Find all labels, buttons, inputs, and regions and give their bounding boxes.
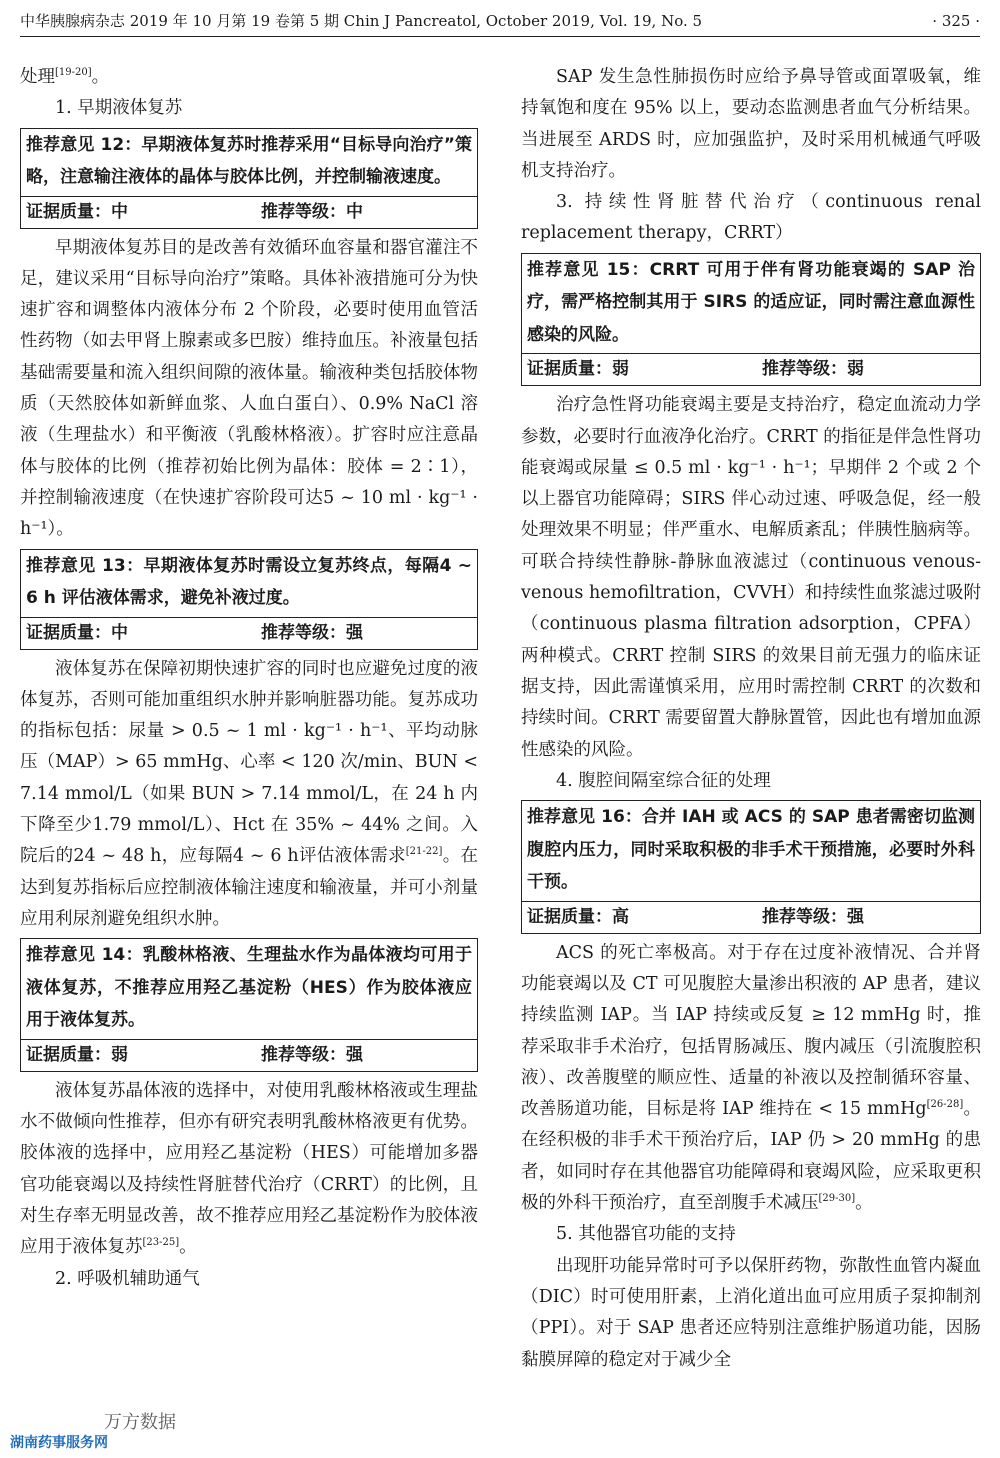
recommendation-meta	[21, 1039, 477, 1071]
right-column	[521, 62, 981, 1376]
paragraph: 液体复苏晶体液的选择中，对使用乳酸林格液或生理盐水不做倾向性推荐，但亦有研究表明乳酸林格液更有优势。胶体液的选择中，应用羟乙基淀粉（HES）可能增加多器官功能衰竭以及持续性肾脏替代治疗（CRRT）的比例，且对生存率无明显改善，故不推荐应用羟乙基淀粉作为胶体液应用于液体复苏[23-25]。	[20, 1080, 478, 1258]
recommendation-box-15	[521, 253, 981, 387]
recommendation-grade: 推荐等级：强	[762, 906, 864, 927]
section-heading: 3. 持续性肾脏替代治疗（continuous renal replacement therapy，CRRT）	[521, 192, 981, 244]
recommendation-meta	[522, 353, 980, 385]
paragraph: 治疗急性肾功能衰竭主要是支持治疗，稳定血流动力学参数，必要时行血液净化治疗。CRRT 的指征是伴急性肾功能衰竭或尿量 ≤ 0.5 ml · kg⁻¹ · h⁻¹；早期伴 2 个或 2 个以上器官功能障碍；SIRS 伴心动过速、呼吸急促，经一般处理效果不明显；伴严重水、电解质紊乱；伴胰性脑病等。可联合持续性静脉-静脉血液滤过（continuous venous-venous hemofiltration，CVVH）和持续性血浆滤过吸附（continuous plasma filtration adsorption，CPFA）两种模式。CRRT 控制 SIRS 的效果目前无强力的临床证据支持，因此需谨慎采用，应用时需控制 CRRT 的次数和持续时间。CRRT 需要留置大静脉置管，因此也有增加血源性感染的风险。	[521, 395, 981, 760]
section-heading: 2. 呼吸机辅助通气	[55, 1268, 200, 1289]
recommendation-grade: 推荐等级：弱	[762, 359, 864, 380]
journal-citation: 中华胰腺病杂志 2019 年 10 月第 19 卷第 5 期 Chin J Pancreatol, October 2019, Vol. 19, No. 5	[20, 12, 703, 30]
running-header	[20, 6, 980, 37]
recommendation-box-12	[20, 128, 478, 229]
recommendation-text: 推荐意见 12：早期液体复苏时推荐采用“目标导向治疗”策略，注意输注液体的晶体与胶体比例，并控制输液速度。	[26, 134, 472, 188]
recommendation-grade: 推荐等级：中	[261, 201, 363, 222]
evidence-quality: 证据质量：中	[26, 201, 128, 222]
paragraph: SAP 发生急性肺损伤时应给予鼻导管或面罩吸氧，维持氧饱和度在 95% 以上，要动态监测患者血气分析结果。当进展至 ARDS 时，应加强监护，及时采用机械通气呼吸机支持治疗。	[521, 67, 981, 181]
evidence-quality: 证据质量：弱	[527, 359, 629, 380]
recommendation-box-16	[521, 800, 981, 934]
recommendation-grade: 推荐等级：强	[261, 1044, 363, 1065]
recommendation-text: 推荐意见 15：CRRT 可用于伴有肾功能衰竭的 SAP 治疗，需严格控制其用于 SIRS 的适应证，同时需注意血源性感染的风险。	[527, 259, 975, 345]
evidence-quality: 证据质量：中	[26, 622, 128, 643]
page-number: · 325 ·	[932, 12, 980, 30]
evidence-quality: 证据质量：高	[527, 906, 629, 927]
recommendation-text: 推荐意见 14：乳酸林格液、生理盐水作为晶体液均可用于液体复苏，不推荐应用羟乙基淀粉（HES）作为胶体液应用于液体复苏。	[26, 945, 472, 1031]
paragraph: 出现肝功能异常时可予以保肝药物，弥散性血管内凝血（DIC）时可使用肝素，上消化道出血可应用质子泵抑制剂（PPI）。对于 SAP 患者还应特别注意维护肠道功能，因肠黏膜屏障的稳定对于减少全	[521, 1255, 981, 1370]
recommendation-meta	[21, 617, 477, 649]
recommendation-meta	[522, 901, 980, 933]
recommendation-text: 推荐意见 13：早期液体复苏时需设立复苏终点，每隔4 ~ 6 h 评估液体需求，避免补液过度。	[26, 555, 472, 609]
evidence-quality: 证据质量：弱	[26, 1044, 128, 1065]
paragraph: 处理[19-20]。	[20, 67, 110, 87]
section-heading: 1. 早期液体复苏	[55, 98, 183, 119]
paragraph: 早期液体复苏目的是改善有效循环血容量和器官灌注不足，建议采用“目标导向治疗”策略。具体补液措施可分为快速扩容和调整体内液体分布 2 个阶段，必要时使用血管活性药物（如去甲肾上腺素或多巴胺）维持血压。补液量包括基础需要量和流入组织间隙的液体量。输液种类包括胶体物质（天然胶体如新鲜血浆、人血白蛋白）、0.9% NaCl 溶液（生理盐水）和平衡液（乳酸林格液）。扩容时应注意晶体与胶体的比例（推荐初始比例为晶体：胶体 = 2∶1），并控制输液速度（在快速扩容阶段可达5 ~ 10 ml · kg⁻¹ · h⁻¹）。	[20, 237, 478, 540]
paragraph: ACS 的死亡率极高。对于存在过度补液情况、合并肾功能衰竭以及 CT 可见腹腔大量渗出积液的 AP 患者，建议持续监测 IAP。当 IAP 持续或反复 ≥ 12 mmHg 时，推荐采取非手术治疗，包括胃肠减压、腹内减压（引流腹腔积液）、改善腹壁的顺应性、适量的补液以及控制循环容量、改善肠道功能，目标是将 IAP 维持在 < 15 mmHg[26-28]。在经积极的非手术干预治疗后，IAP 仍 > 20 mmHg 的患者，如同时存在其他器官功能障碍和衰竭风险，应采取更积极的外科干预治疗，直至剖腹手术减压[29-30]。	[521, 942, 981, 1214]
recommendation-box-13	[20, 549, 478, 650]
section-heading: 5. 其他器官功能的支持	[556, 1224, 736, 1245]
recommendation-box-14	[20, 938, 478, 1072]
watermark-site: 湖南药事服务网	[10, 1435, 108, 1451]
recommendation-meta	[21, 196, 477, 228]
left-column	[20, 62, 478, 1295]
paragraph: 液体复苏在保障初期快速扩容的同时也应避免过度的液体复苏，否则可能加重组织水肿并影响脏器功能。复苏成功的指标包括：尿量 > 0.5 ~ 1 ml · kg⁻¹ · h⁻¹、平均动脉压（MAP）> 65 mmHg、心率 < 120 次/min、BUN < 7.14 mmol/L（如果 BUN > 7.14 mmol/L，在 24 h 内下降至少1.79 mmol/L）、Hct 在 35% ~ 44% 之间。入院后的24 ~ 48 h，应每隔4 ~ 6 h评估液体需求[21-22]。在达到复苏指标后应控制液体输注速度和输液量，并可小剂量应用利尿剂避免组织水肿。	[20, 658, 478, 929]
watermark-wanfang: 万方数据	[104, 1412, 176, 1433]
section-heading: 4. 腹腔间隔室综合征的处理	[556, 770, 771, 791]
recommendation-grade: 推荐等级：强	[261, 622, 363, 643]
recommendation-text: 推荐意见 16：合并 IAH 或 ACS 的 SAP 患者需密切监测腹腔内压力，同时采取积极的非手术干预措施，必要时外科干预。	[527, 807, 975, 893]
